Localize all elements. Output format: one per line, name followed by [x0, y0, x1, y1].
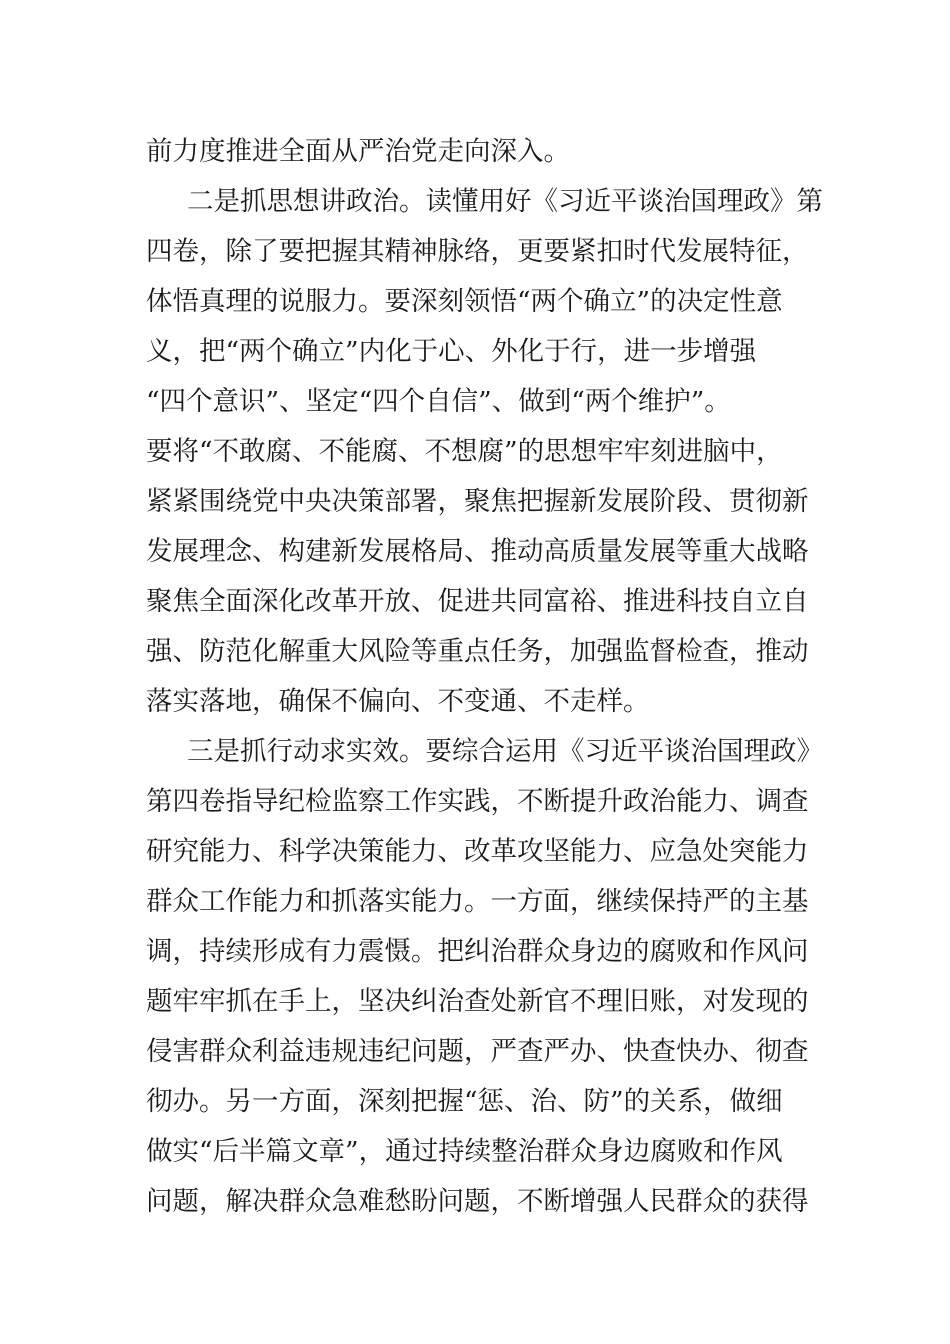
text-line: 体悟真理的说服力。要深刻领悟“两个确立”的决定性意 — [146, 286, 783, 317]
text-line: “四个意识”、坚定“四个自信”、做到“两个维护”。 — [146, 386, 731, 417]
text-line: 四卷，除了要把握其精神脉络，更要紧扣时代发展特征， — [146, 236, 809, 267]
text-line: 前力度推进全面从严治党走向深入。 — [146, 136, 570, 167]
text-line: 第四卷指导纪检监察工作实践，不断提升政治能力、调查 — [146, 786, 809, 817]
text-line: 调，持续形成有力震慑。把纠治群众身边的腐败和作风问 — [146, 936, 809, 967]
text-line: 强、防范化解重大风险等重点任务，加强监督检查，推动 — [146, 636, 809, 667]
text-line: 聚焦全面深化改革开放、促进共同富裕、推进科技自立自 — [146, 586, 809, 617]
text-line: 研究能力、科学决策能力、改革攻坚能力、应急处突能力 — [146, 836, 809, 867]
text-line: 二是抓思想讲政治。读懂用好《习近平谈治国理政》第 — [187, 186, 823, 217]
text-line: 侵害群众利益违规违纪问题，严查严办、快查快办、彻查 — [146, 1036, 809, 1067]
text-line: 题牢牢抓在手上，坚决纠治查处新官不理旧账，对发现的 — [146, 986, 809, 1017]
text-line: 发展理念、构建新发展格局、推动高质量发展等重大战略 — [146, 536, 809, 567]
text-line: 要将“不敢腐、不能腐、不想腐”的思想牢牢刻进脑中， — [146, 436, 783, 467]
text-line: 义，把“两个确立”内化于心、外化于行，进一步增强 — [146, 336, 757, 367]
text-line: 群众工作能力和抓落实能力。一方面，继续保持严的主基 — [146, 886, 809, 917]
text-line: 三是抓行动求实效。要综合运用《习近平谈治国理政》 — [187, 736, 823, 767]
text-line: 做实“后半篇文章”，通过持续整治群众身边腐败和作风 — [146, 1136, 783, 1167]
text-line: 问题，解决群众急难愁盼问题，不断增强人民群众的获得 — [146, 1186, 809, 1217]
text-line: 紧紧围绕党中央决策部署，聚焦把握新发展阶段、贯彻新 — [146, 486, 809, 517]
text-line: 落实落地，确保不偏向、不变通、不走样。 — [146, 686, 650, 717]
text-line: 彻办。另一方面，深刻把握“惩、治、防”的关系，做细 — [146, 1086, 783, 1117]
